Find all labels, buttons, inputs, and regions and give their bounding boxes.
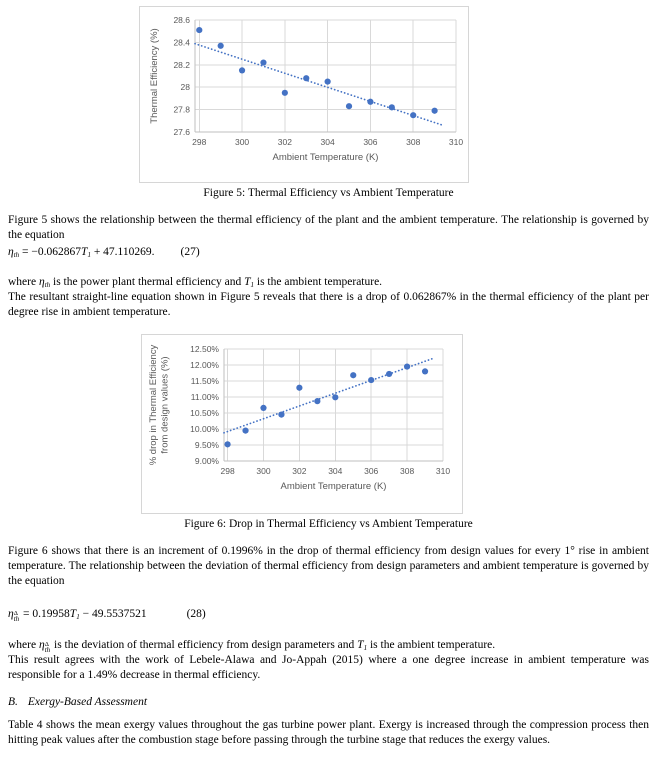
svg-text:306: 306 bbox=[364, 466, 379, 476]
figure5-intro-paragraph: Figure 5 shows the relationship between the thermal efficiency of the plant and the ambient temperature. The relationship is governed by the equation bbox=[8, 214, 649, 241]
eta-subscript: th bbox=[13, 615, 20, 623]
svg-text:28: 28 bbox=[180, 82, 190, 93]
eta-symbol: η bbox=[8, 246, 14, 258]
svg-text:27.8: 27.8 bbox=[173, 104, 190, 115]
figure5-chart-frame bbox=[139, 6, 469, 183]
svg-text:Ambient Temperature (K): Ambient Temperature (K) bbox=[280, 481, 387, 492]
eta-symbol: η bbox=[38, 276, 45, 288]
temperature-symbol: T bbox=[357, 639, 364, 651]
svg-text:11.00%: 11.00% bbox=[190, 392, 219, 402]
table4-paragraph: Table 4 shows the mean exergy values throughout the gas turbine power plant. Exergy is increased through the compression process then hitting peak values after the combustion stage before passing through the turbine stage that reduces the exergy values. bbox=[8, 719, 649, 746]
equation-27-constant: + 47.110269. bbox=[90, 246, 155, 258]
delta-superscript: Δ bbox=[44, 641, 49, 648]
where-prefix: where bbox=[8, 276, 39, 288]
svg-text:% drop in Thermal Efficiency: % drop in Thermal Efficiency bbox=[148, 344, 159, 466]
temperature-symbol: T bbox=[244, 276, 251, 288]
eta-subscript: th bbox=[13, 251, 20, 259]
equation-27-coefficient: = −0.062867 bbox=[19, 246, 82, 258]
figure6-scatter-chart bbox=[142, 335, 462, 513]
eta-symbol: η bbox=[8, 608, 14, 620]
figure6-intro-paragraph: Figure 6 shows that there is an increment of 0.1996% in the drop of thermal efficiency from design values for every 1° rise in ambient temperature. The relationship between the deviation of thermal efficiency from design parameters and ambient temperature is governed by the equation bbox=[8, 545, 649, 587]
svg-text:300: 300 bbox=[234, 137, 250, 147]
equation-27-number: (27) bbox=[180, 246, 200, 258]
temperature-subscript: 1 bbox=[250, 281, 254, 289]
svg-text:Ambient Temperature (K): Ambient Temperature (K) bbox=[272, 152, 379, 163]
svg-text:28.2: 28.2 bbox=[173, 59, 190, 70]
delta-superscript: Δ bbox=[13, 610, 18, 617]
svg-text:28.6: 28.6 bbox=[173, 15, 190, 25]
temperature-subscript: 1 bbox=[363, 644, 368, 652]
svg-text:9.50%: 9.50% bbox=[194, 440, 219, 450]
svg-text:Thermal Efficiency (%): Thermal Efficiency (%) bbox=[149, 28, 160, 124]
eta-subscript: th bbox=[44, 646, 51, 654]
svg-text:304: 304 bbox=[320, 137, 335, 147]
where-eq27-text bbox=[8, 275, 649, 290]
where-suffix: is the ambient temperature. bbox=[367, 639, 496, 651]
temperature-symbol: T bbox=[69, 608, 77, 620]
section-b-heading bbox=[8, 695, 649, 710]
svg-text:28.4: 28.4 bbox=[173, 37, 190, 48]
svg-text:9.00%: 9.00% bbox=[194, 456, 219, 466]
svg-text:12.50%: 12.50% bbox=[190, 344, 219, 354]
figure6-caption: Figure 6: Drop in Thermal Efficiency vs Ambient Temperature bbox=[184, 518, 473, 530]
svg-text:300: 300 bbox=[256, 466, 271, 476]
svg-text:304: 304 bbox=[328, 466, 343, 476]
svg-text:308: 308 bbox=[406, 137, 421, 147]
eta-supsub bbox=[45, 642, 50, 653]
eta-supsub bbox=[14, 611, 19, 622]
svg-text:10.50%: 10.50% bbox=[190, 408, 219, 418]
temperature-symbol: T bbox=[81, 246, 88, 258]
svg-text:from design values (%): from design values (%) bbox=[159, 356, 171, 454]
equation-28-constant: − 49.5537521 bbox=[79, 608, 147, 620]
section-b-title: Exergy-Based Assessment bbox=[27, 696, 148, 708]
svg-text:306: 306 bbox=[363, 137, 378, 147]
resultant-paragraph: The resultant straight-line equation shown in Figure 5 reveals that there is a drop of 0.062867% in the thermal efficiency of the plant per degree rise in ambient temperature. bbox=[8, 291, 649, 318]
temperature-subscript: 1 bbox=[87, 251, 91, 259]
svg-text:310: 310 bbox=[448, 137, 464, 147]
figure6-chart-frame bbox=[141, 334, 463, 514]
svg-text:10.00%: 10.00% bbox=[190, 424, 219, 434]
eta-symbol: η bbox=[38, 639, 45, 651]
equation-28-number: (28) bbox=[186, 608, 206, 620]
svg-text:308: 308 bbox=[400, 466, 415, 476]
figure5-caption: Figure 5: Thermal Efficiency vs Ambient Temperature bbox=[203, 187, 454, 199]
svg-text:298: 298 bbox=[220, 466, 235, 476]
where-prefix: where bbox=[8, 639, 39, 651]
where-eq28-text bbox=[8, 638, 649, 653]
equation-28 bbox=[8, 607, 657, 622]
agrees-paragraph: This result agrees with the work of Lebele-Alawa and Jo-Appah (2015) where a one degree increase in ambient temperature was responsible for a 1.49% decrease in thermal efficiency. bbox=[8, 654, 649, 681]
svg-text:302: 302 bbox=[277, 137, 292, 147]
svg-text:11.50%: 11.50% bbox=[190, 376, 219, 386]
where-middle: is the deviation of thermal efficiency from design parameters and bbox=[51, 639, 358, 651]
svg-text:302: 302 bbox=[292, 466, 307, 476]
figure5-scatter-chart bbox=[140, 7, 468, 182]
section-b-label: B. bbox=[8, 696, 18, 708]
eta-subscript: th bbox=[44, 281, 51, 289]
equation-27 bbox=[8, 245, 657, 260]
svg-text:12.00%: 12.00% bbox=[190, 360, 219, 370]
temperature-subscript: 1 bbox=[76, 613, 80, 621]
svg-text:298: 298 bbox=[192, 137, 207, 147]
svg-text:27.6: 27.6 bbox=[173, 127, 190, 137]
svg-text:310: 310 bbox=[435, 466, 451, 476]
equation-28-coefficient: = 0.19958 bbox=[20, 608, 70, 620]
where-middle: is the power plant thermal efficiency and bbox=[50, 276, 245, 288]
where-suffix: is the ambient temperature. bbox=[254, 276, 383, 288]
